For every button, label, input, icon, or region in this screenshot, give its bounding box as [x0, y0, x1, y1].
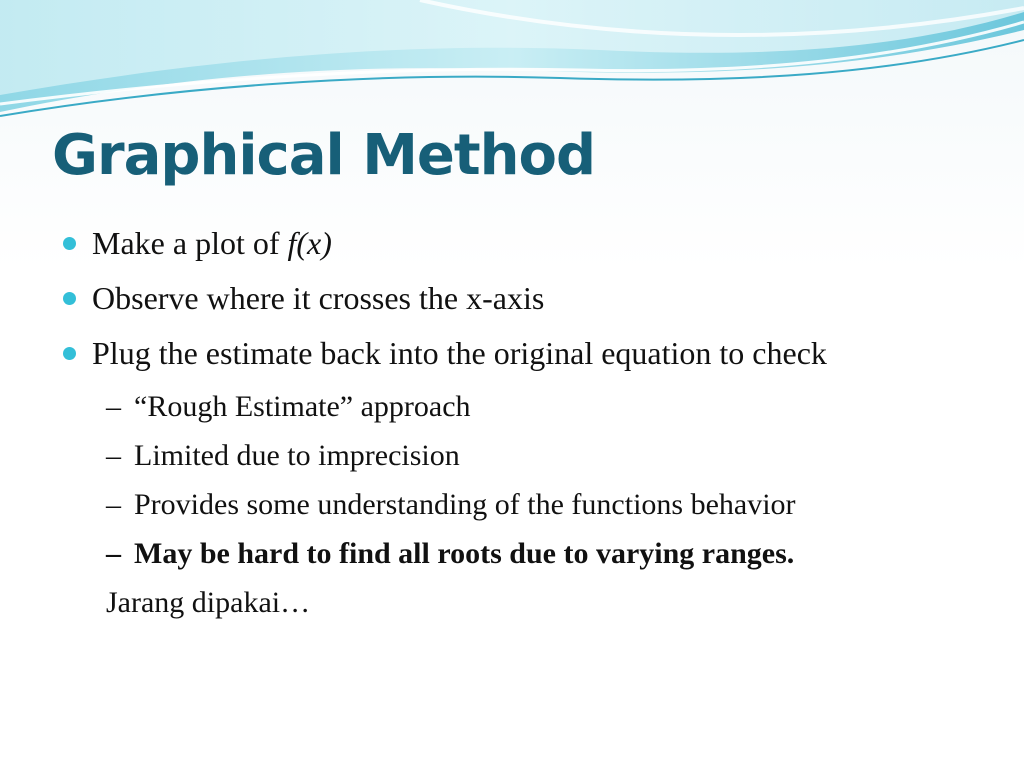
slide-body	[62, 222, 962, 623]
slide-title: Graphical Method	[52, 123, 596, 188]
sub-point-limited	[62, 436, 962, 476]
dash-marker: –	[106, 439, 121, 472]
dash-marker: –	[106, 390, 121, 423]
dash-marker: –	[106, 488, 121, 521]
bullet-make-plot	[62, 222, 962, 264]
bullet-dot-icon	[63, 237, 76, 250]
sub-point-hard-to-find-roots	[62, 534, 962, 574]
bullet-observe-crossing	[62, 277, 962, 319]
bullet-text: Plug the estimate back into the original equation to check	[92, 335, 827, 371]
sub-point-text: “Rough Estimate” approach	[134, 390, 471, 423]
dash-marker: –	[106, 537, 121, 570]
bullet-plug-estimate	[62, 332, 962, 374]
sub-point-text: Limited due to imprecision	[134, 439, 460, 472]
bullet-text: Observe where it crosses the x-axis	[92, 280, 545, 316]
bullet-dot-icon	[63, 347, 76, 360]
sub-point-text: Provides some understanding of the functions behavior	[134, 488, 796, 521]
sub-point-text: May be hard to find all roots due to varying ranges.	[134, 537, 795, 570]
sub-point-understanding	[62, 485, 962, 525]
header-wave-decoration	[0, 0, 1024, 130]
bullet-dot-icon	[63, 292, 76, 305]
closing-note: Jarang dipakai…	[106, 586, 311, 619]
function-notation: f(x)	[287, 225, 332, 261]
sub-point-rough-estimate	[62, 387, 962, 427]
bullet-text: Make a plot of	[92, 225, 288, 261]
